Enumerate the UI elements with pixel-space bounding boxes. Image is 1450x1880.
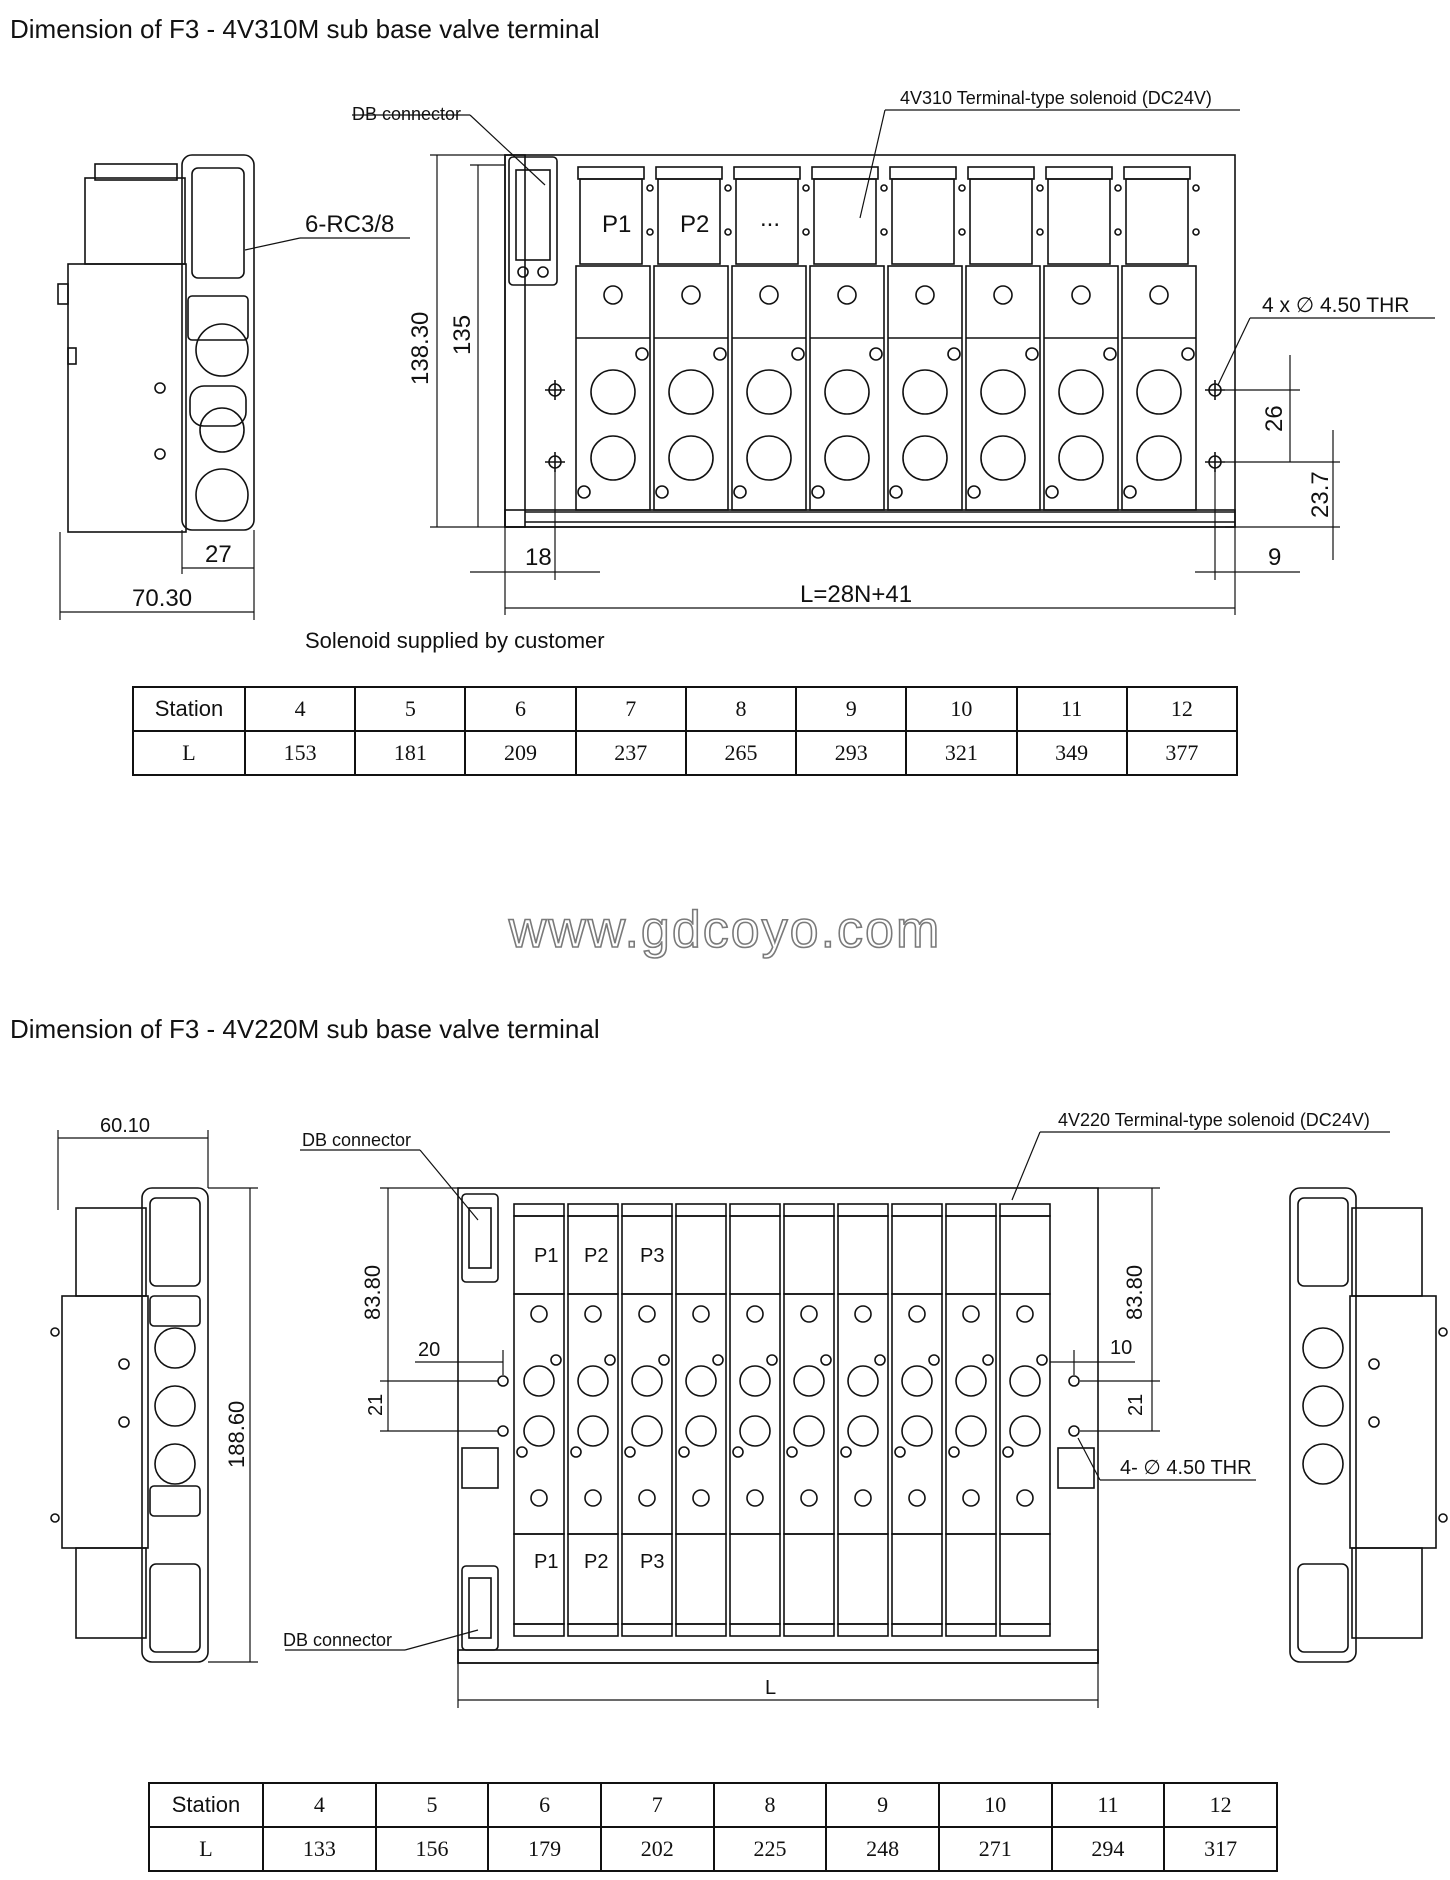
solenoid-body <box>946 1534 996 1624</box>
table-cell: 265 <box>686 731 796 775</box>
side-view <box>58 155 254 532</box>
dim-21-right: 21 <box>1125 1393 1147 1416</box>
indicator-hole <box>585 1306 601 1322</box>
solenoid-body <box>676 1534 726 1624</box>
section1-drawing <box>0 0 1450 660</box>
table-cell: 349 <box>1017 731 1127 775</box>
dim-135: 135 <box>449 314 476 355</box>
solenoid-cap <box>730 1204 780 1216</box>
row-header-l: L <box>149 1827 263 1871</box>
valve-body <box>676 1294 726 1534</box>
solenoid-cap <box>656 167 722 179</box>
pin-hole <box>647 185 653 191</box>
port-hole <box>981 436 1025 480</box>
screw-hole <box>968 486 980 498</box>
table-row <box>133 731 1237 775</box>
screw-hole <box>787 1447 797 1457</box>
label-p3-top: P3 <box>640 1245 665 1267</box>
dim-23-7: 23.7 <box>1307 471 1334 518</box>
table-cell: 202 <box>601 1827 714 1871</box>
mounting-holes <box>498 1376 1079 1436</box>
table-cell: 209 <box>465 731 575 775</box>
solenoid-cap <box>730 1624 780 1636</box>
port-hole <box>747 436 791 480</box>
dim-188: 188.60 <box>224 1400 249 1468</box>
valve-body <box>1000 1294 1050 1534</box>
port-hole <box>1137 436 1181 480</box>
port-hole <box>1059 370 1103 414</box>
pin-hole <box>1193 185 1199 191</box>
port-hole <box>686 1366 716 1396</box>
table-cell: 153 <box>245 731 355 775</box>
screw-hole <box>1026 348 1038 360</box>
port-hole <box>740 1366 770 1396</box>
solenoid-body <box>514 1534 564 1624</box>
dim-27: 27 <box>205 541 232 568</box>
solenoid-cap <box>812 167 878 179</box>
solenoid-cap <box>1000 1204 1050 1216</box>
pin-hole <box>1115 229 1121 235</box>
port-hole <box>669 436 713 480</box>
solenoid-body <box>730 1534 780 1624</box>
screw-hole <box>948 348 960 360</box>
label-db-connector-bottom: DB connector <box>283 1630 393 1650</box>
label-p1-top: P1 <box>534 1245 559 1267</box>
indicator-hole <box>855 1306 871 1322</box>
indicator-hole <box>639 1490 655 1506</box>
solenoid-body <box>970 179 1032 264</box>
table-cell: 11 <box>1017 687 1127 731</box>
screw-hole <box>890 486 902 498</box>
label-p3-bottom: P3 <box>640 1551 665 1573</box>
pin-hole <box>803 229 809 235</box>
solenoid-body <box>784 1216 834 1294</box>
solenoid-cap <box>784 1204 834 1216</box>
port-hole <box>1137 370 1181 414</box>
screw-hole <box>578 486 590 498</box>
solenoid-cap <box>838 1624 888 1636</box>
side-view-left <box>51 1188 208 1662</box>
solenoid-cap <box>838 1204 888 1216</box>
table-row <box>149 1827 1277 1871</box>
solenoid-body <box>1048 179 1110 264</box>
side-view-right <box>1290 1188 1447 1662</box>
port-hole <box>591 370 635 414</box>
valve-body <box>888 266 962 510</box>
valve-body <box>732 266 806 510</box>
port-hole <box>903 370 947 414</box>
watermark: www.gdcoyo.com <box>508 901 942 959</box>
table-cell: 4 <box>263 1783 376 1827</box>
solenoid-cap <box>622 1204 672 1216</box>
label-dots: ... <box>760 205 781 232</box>
screw-hole <box>1182 348 1194 360</box>
solenoid-cap <box>734 167 800 179</box>
valve-body <box>622 1294 672 1534</box>
solenoid-cap <box>892 1204 942 1216</box>
solenoid-body <box>838 1216 888 1294</box>
indicator-hole <box>693 1490 709 1506</box>
pin-hole <box>647 229 653 235</box>
table-cell: 12 <box>1127 687 1237 731</box>
solenoid-cap <box>578 167 644 179</box>
table-cell: 293 <box>796 731 906 775</box>
port-hole <box>902 1416 932 1446</box>
port-hole <box>981 370 1025 414</box>
solenoid-body <box>892 1534 942 1624</box>
pin-hole <box>959 185 965 191</box>
solenoid-cap <box>514 1624 564 1636</box>
screw-hole <box>636 348 648 360</box>
table-cell: 5 <box>376 1783 489 1827</box>
port-hole <box>794 1366 824 1396</box>
screw-hole <box>733 1447 743 1457</box>
solenoid-cap <box>514 1204 564 1216</box>
indicator-hole <box>1150 286 1168 304</box>
pin-hole <box>959 229 965 235</box>
screw-hole <box>929 1355 939 1365</box>
table-cell: 10 <box>906 687 1016 731</box>
port-hole <box>669 370 713 414</box>
dim-70: 70.30 <box>132 585 193 612</box>
section1-title: Dimension of F3 - 4V310M sub base valve terminal <box>10 14 600 44</box>
solenoid-body <box>946 1216 996 1294</box>
valve-body <box>784 1294 834 1534</box>
indicator-hole <box>994 286 1012 304</box>
table-cell: 12 <box>1164 1783 1277 1827</box>
table-cell: 181 <box>355 731 465 775</box>
screw-hole <box>1104 348 1116 360</box>
valve-body <box>568 1294 618 1534</box>
solenoid-cap <box>622 1624 672 1636</box>
dim-26: 26 <box>1261 405 1288 432</box>
solenoid-cap <box>892 1624 942 1636</box>
dim-21-left: 21 <box>365 1393 387 1416</box>
table-cell: 225 <box>714 1827 827 1871</box>
label-db-connector-top: DB connector <box>302 1130 412 1150</box>
dim-83-right: 83.80 <box>1122 1264 1147 1320</box>
valve-body <box>730 1294 780 1534</box>
screw-hole <box>517 1447 527 1457</box>
row-header-station: Station <box>133 687 245 731</box>
solenoid-body <box>568 1534 618 1624</box>
port-hole <box>632 1366 662 1396</box>
table-cell: 4 <box>245 687 355 731</box>
screw-hole <box>679 1447 689 1457</box>
label-p1: P1 <box>602 211 632 238</box>
port-hole <box>825 370 869 414</box>
indicator-hole <box>1017 1306 1033 1322</box>
port-hole <box>578 1366 608 1396</box>
row-header-station: Station <box>149 1783 263 1827</box>
table-cell: 8 <box>686 687 796 731</box>
pin-hole <box>725 185 731 191</box>
solenoid-body <box>814 179 876 264</box>
table-cell: 10 <box>939 1783 1052 1827</box>
dim-L: L=28N+41 <box>800 581 913 608</box>
label-solenoid: 4V220 Terminal-type solenoid (DC24V) <box>1058 1110 1370 1130</box>
solenoid-body <box>730 1216 780 1294</box>
indicator-hole <box>963 1490 979 1506</box>
solenoid-body <box>1126 179 1188 264</box>
solenoid-cap <box>946 1624 996 1636</box>
port-hole <box>848 1366 878 1396</box>
table-cell: 248 <box>826 1827 939 1871</box>
pin-hole <box>1193 229 1199 235</box>
port-hole <box>578 1416 608 1446</box>
section2-drawing <box>0 1070 1450 1750</box>
screw-hole <box>1003 1447 1013 1457</box>
pin-hole <box>1037 185 1043 191</box>
label-p1-bottom: P1 <box>534 1551 559 1573</box>
indicator-hole <box>682 286 700 304</box>
screw-hole <box>714 348 726 360</box>
solenoid-body <box>892 179 954 264</box>
table-cell: 377 <box>1127 731 1237 775</box>
indicator-hole <box>916 286 934 304</box>
label-db-connector: DB connector <box>352 104 462 124</box>
valve-body <box>966 266 1040 510</box>
table-cell: 317 <box>1164 1827 1277 1871</box>
screw-hole <box>821 1355 831 1365</box>
port-hole <box>825 436 869 480</box>
valve-body <box>576 266 650 510</box>
dim-83-left: 83.80 <box>360 1264 385 1320</box>
solenoid-cap <box>968 167 1034 179</box>
indicator-hole <box>1017 1490 1033 1506</box>
solenoid-body <box>622 1534 672 1624</box>
table-cell: 5 <box>355 687 465 731</box>
table-cell: 7 <box>601 1783 714 1827</box>
pin-hole <box>725 229 731 235</box>
solenoid-body <box>1000 1534 1050 1624</box>
pin-hole <box>881 185 887 191</box>
table-cell: 156 <box>376 1827 489 1871</box>
solenoid-cap <box>568 1204 618 1216</box>
indicator-hole <box>801 1490 817 1506</box>
label-holes: 4 x ∅ 4.50 THR <box>1262 294 1410 317</box>
section2-title: Dimension of F3 - 4V220M sub base valve terminal <box>10 1014 600 1044</box>
screw-hole <box>571 1447 581 1457</box>
solenoid-cap <box>890 167 956 179</box>
port-hole <box>591 436 635 480</box>
solenoid-cap <box>676 1624 726 1636</box>
label-p2-bottom: P2 <box>584 1551 609 1573</box>
indicator-hole <box>747 1490 763 1506</box>
label-holes: 4- ∅ 4.50 THR <box>1120 1457 1252 1479</box>
port-hole <box>1010 1366 1040 1396</box>
indicator-hole <box>531 1306 547 1322</box>
label-p2: P2 <box>680 211 710 238</box>
valve-body <box>892 1294 942 1534</box>
screw-hole <box>734 486 746 498</box>
indicator-hole <box>855 1490 871 1506</box>
screw-hole <box>875 1355 885 1365</box>
screw-hole <box>983 1355 993 1365</box>
screw-hole <box>767 1355 777 1365</box>
screw-hole <box>812 486 824 498</box>
indicator-hole <box>909 1306 925 1322</box>
table-cell: 9 <box>826 1783 939 1827</box>
solenoid-cap <box>1124 167 1190 179</box>
indicator-hole <box>909 1490 925 1506</box>
table-cell: 133 <box>263 1827 376 1871</box>
solenoid-cap <box>946 1204 996 1216</box>
table-cell: 179 <box>488 1827 601 1871</box>
pin-hole <box>1115 185 1121 191</box>
table-row <box>149 1783 1277 1827</box>
label-port: 6-RC3/8 <box>305 211 395 238</box>
dim-138: 138.30 <box>407 311 434 385</box>
table-cell: 6 <box>488 1783 601 1827</box>
port-hole <box>1010 1416 1040 1446</box>
solenoid-cap <box>676 1204 726 1216</box>
pin-hole <box>1037 229 1043 235</box>
dim-10: 10 <box>1110 1337 1133 1359</box>
row-header-l: L <box>133 731 245 775</box>
indicator-hole <box>838 286 856 304</box>
screw-hole <box>1124 486 1136 498</box>
screw-hole <box>605 1355 615 1365</box>
mounting-holes <box>545 380 1225 472</box>
section1-note: Solenoid supplied by customer <box>305 628 605 653</box>
screw-hole <box>949 1447 959 1457</box>
solenoid-body <box>892 1216 942 1294</box>
solenoid-body <box>676 1216 726 1294</box>
port-hole <box>903 436 947 480</box>
port-hole <box>632 1416 662 1446</box>
table-cell: 271 <box>939 1827 1052 1871</box>
screw-hole <box>551 1355 561 1365</box>
station-group <box>576 167 1199 510</box>
port-hole <box>686 1416 716 1446</box>
valve-body <box>810 266 884 510</box>
label-p2-top: P2 <box>584 1245 609 1267</box>
table-row <box>133 687 1237 731</box>
dim-20: 20 <box>418 1339 441 1361</box>
port-hole <box>524 1366 554 1396</box>
table-cell: 11 <box>1052 1783 1165 1827</box>
dim-60: 60.10 <box>100 1115 151 1137</box>
solenoid-cap <box>1000 1624 1050 1636</box>
indicator-hole <box>1072 286 1090 304</box>
screw-hole <box>792 348 804 360</box>
pin-hole <box>803 185 809 191</box>
valve-body <box>946 1294 996 1534</box>
screw-hole <box>625 1447 635 1457</box>
screw-hole <box>656 486 668 498</box>
port-hole <box>956 1366 986 1396</box>
solenoid-cap <box>568 1624 618 1636</box>
section2-table <box>148 1782 1278 1872</box>
port-hole <box>524 1416 554 1446</box>
valve-body <box>838 1294 888 1534</box>
solenoid-cap <box>1046 167 1112 179</box>
solenoid-body <box>784 1534 834 1624</box>
dim-9: 9 <box>1268 544 1282 571</box>
port-hole <box>848 1416 878 1446</box>
solenoid-body <box>1000 1216 1050 1294</box>
table-cell: 6 <box>465 687 575 731</box>
table-cell: 321 <box>906 731 1016 775</box>
solenoid-cap <box>784 1624 834 1636</box>
table-cell: 7 <box>576 687 686 731</box>
solenoid-body <box>838 1534 888 1624</box>
table-cell: 8 <box>714 1783 827 1827</box>
valve-body <box>1122 266 1196 510</box>
indicator-hole <box>760 286 778 304</box>
indicator-hole <box>747 1306 763 1322</box>
port-hole <box>902 1366 932 1396</box>
screw-hole <box>895 1447 905 1457</box>
port-hole <box>794 1416 824 1446</box>
port-hole <box>740 1416 770 1446</box>
dim-18: 18 <box>525 544 552 571</box>
section1-table <box>132 686 1238 776</box>
indicator-hole <box>585 1490 601 1506</box>
valve-body <box>1044 266 1118 510</box>
indicator-hole <box>693 1306 709 1322</box>
indicator-hole <box>531 1490 547 1506</box>
screw-hole <box>870 348 882 360</box>
table-cell: 9 <box>796 687 906 731</box>
table-cell: 294 <box>1052 1827 1165 1871</box>
indicator-hole <box>604 286 622 304</box>
pin-hole <box>881 229 887 235</box>
valve-body <box>654 266 728 510</box>
indicator-hole <box>639 1306 655 1322</box>
dim-L: L <box>765 1677 777 1699</box>
screw-hole <box>1037 1355 1047 1365</box>
valve-body <box>514 1294 564 1534</box>
port-hole <box>747 370 791 414</box>
port-hole <box>956 1416 986 1446</box>
screw-hole <box>841 1447 851 1457</box>
port-hole <box>1059 436 1103 480</box>
indicator-hole <box>801 1306 817 1322</box>
table-cell: 237 <box>576 731 686 775</box>
label-solenoid: 4V310 Terminal-type solenoid (DC24V) <box>900 88 1212 108</box>
indicator-hole <box>963 1306 979 1322</box>
screw-hole <box>1046 486 1058 498</box>
screw-hole <box>659 1355 669 1365</box>
screw-hole <box>713 1355 723 1365</box>
